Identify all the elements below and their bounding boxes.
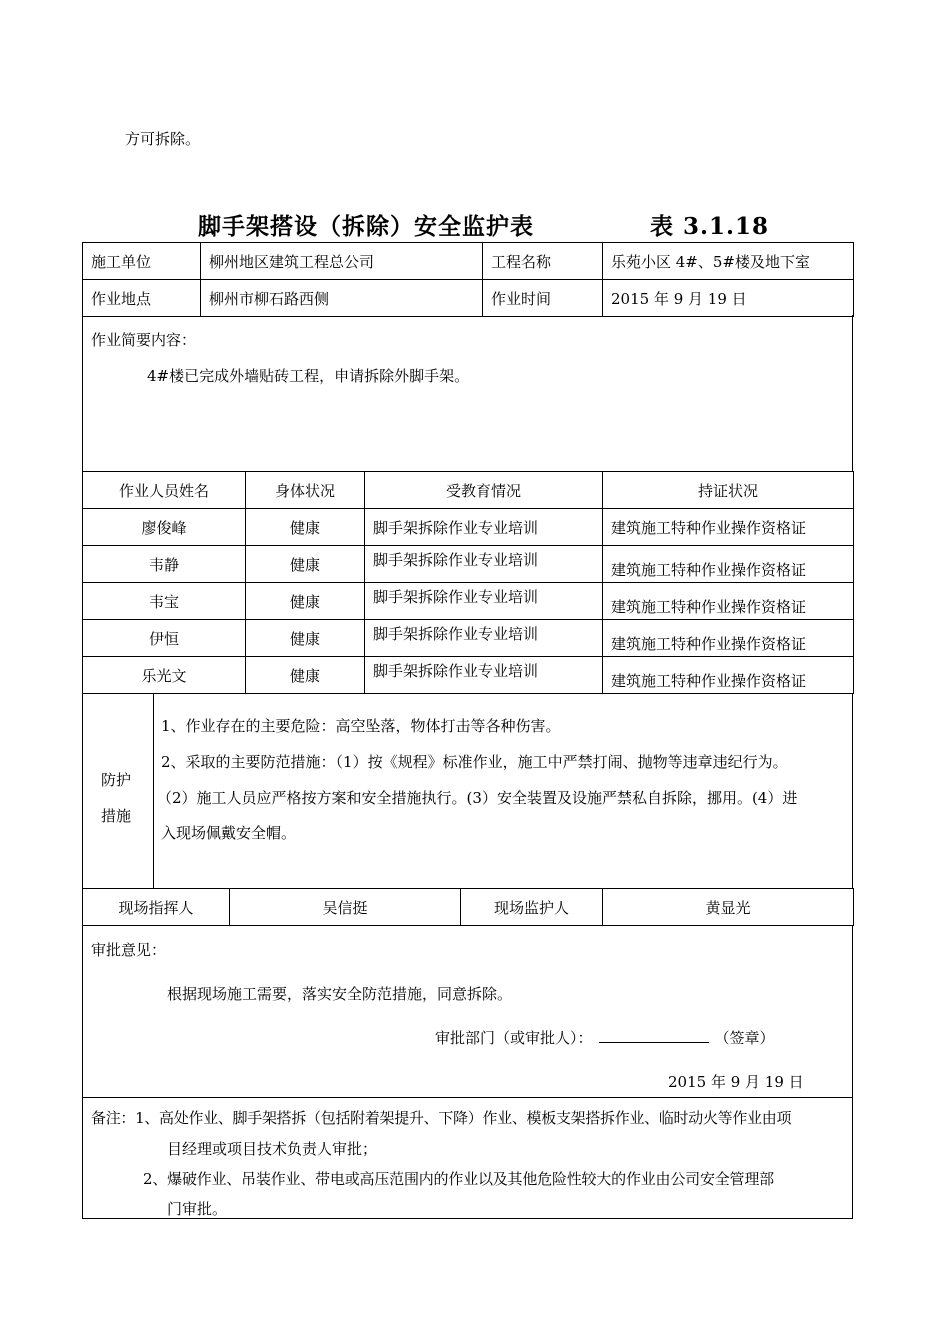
worker-certificate: 建筑施工特种作业操作资格证 — [603, 546, 854, 583]
worker-education: 脚手架拆除作业专业培训 — [365, 509, 603, 546]
notes-line-3: 2、爆破作业、吊装作业、带电或高压范围内的作业以及其他危险性较大的作业由公司安全管理部 — [143, 1170, 774, 1188]
notes-line-2: 目经理或项目技术负责人审批； — [167, 1140, 378, 1158]
worker-name: 韦宝 — [83, 583, 246, 620]
commander-label: 现场指挥人 — [83, 889, 230, 926]
worker-education: 脚手架拆除作业专业培训 — [365, 657, 603, 694]
protection-line-3: （2）施工人员应严格按方案和安全措施执行。(3）安全装置及设施严禁私自拆除，挪用。(4）进 — [157, 789, 798, 807]
header-certificate: 持证状况 — [603, 472, 854, 509]
worker-certificate: 建筑施工特种作业操作资格证 — [603, 657, 854, 694]
form-title-main: 脚手架搭设（拆除）安全监护表 — [198, 213, 534, 240]
unit-value: 柳州地区建筑工程总公司 — [201, 243, 483, 280]
info-table — [82, 242, 854, 317]
protection-line-4: 入现场佩戴安全帽。 — [161, 824, 297, 842]
protection-line-1: 1、作业存在的主要危险：高空坠落，物体打击等各种伤害。 — [161, 717, 561, 735]
worker-education: 脚手架拆除作业专业培训 — [365, 583, 603, 620]
approval-signature-line — [435, 1027, 775, 1048]
supervisors-table — [82, 888, 854, 926]
form-code: 表 3.1.18 — [650, 213, 770, 240]
monitor-label: 现场监护人 — [461, 889, 603, 926]
header-education: 受教育情况 — [365, 472, 603, 509]
protection-section — [82, 693, 853, 889]
project-value: 乐苑小区 4#、5#楼及地下室 — [603, 243, 854, 280]
approval-section — [82, 925, 853, 1098]
content-section — [82, 315, 853, 472]
approval-sign: （签章） — [714, 1029, 775, 1047]
workers-table — [82, 471, 854, 694]
commander-value: 吴信挺 — [230, 889, 461, 926]
worker-name: 廖俊峰 — [83, 509, 246, 546]
protection-label-1: 防护 — [101, 771, 132, 789]
monitor-value: 黄显光 — [603, 889, 854, 926]
worker-certificate: 建筑施工特种作业操作资格证 — [603, 583, 854, 620]
protection-line-2: 2、采取的主要防范措施：（1）按《规程》标准作业，施工中严禁打闹、抛物等违章违纪行为。 — [161, 753, 788, 771]
content-text: 4#楼已完成外墙贴砖工程，申请拆除外脚手架。 — [147, 367, 470, 385]
protection-label-cell — [83, 693, 154, 888]
worker-health: 健康 — [246, 509, 365, 546]
notes-line-4: 门审批。 — [167, 1200, 228, 1218]
approval-date: 2015 年 9 月 19 日 — [668, 1073, 804, 1091]
approval-label: 审批意见： — [91, 941, 167, 959]
worker-certificate: 建筑施工特种作业操作资格证 — [603, 620, 854, 657]
worker-education: 脚手架拆除作业专业培训 — [365, 620, 603, 657]
previous-page-text: 方可拆除。 — [125, 130, 201, 148]
table-row — [83, 583, 854, 620]
workers-header-row — [83, 472, 854, 509]
header-name: 作业人员姓名 — [83, 472, 246, 509]
location-value: 柳州市柳石路西侧 — [201, 280, 483, 317]
table-row — [83, 509, 854, 546]
signature-blank — [599, 1028, 709, 1043]
worker-health: 健康 — [246, 546, 365, 583]
notes-section — [82, 1097, 853, 1219]
worker-health: 健康 — [246, 583, 365, 620]
time-value: 2015 年 9 月 19 日 — [603, 280, 854, 317]
worker-health: 健康 — [246, 657, 365, 694]
worker-health: 健康 — [246, 620, 365, 657]
worker-name: 韦静 — [83, 546, 246, 583]
table-row — [83, 657, 854, 694]
table-row — [83, 620, 854, 657]
notes-line-1: 备注：1、高处作业、脚手架搭拆（包括附着架提升、下降）作业、模板支架搭拆作业、临时动火等作业由项 — [91, 1109, 792, 1127]
unit-label: 施工单位 — [83, 243, 201, 280]
worker-name: 乐光文 — [83, 657, 246, 694]
protection-label-2: 措施 — [101, 807, 132, 825]
content-label: 作业简要内容： — [91, 331, 197, 349]
worker-name: 伊恒 — [83, 620, 246, 657]
worker-certificate: 建筑施工特种作业操作资格证 — [603, 509, 854, 546]
worker-education: 脚手架拆除作业专业培训 — [365, 546, 603, 583]
approval-dept-label: 审批部门（或审批人）： — [435, 1029, 593, 1047]
approval-text: 根据现场施工需要，落实安全防范措施，同意拆除。 — [167, 985, 513, 1003]
header-health: 身体状况 — [246, 472, 365, 509]
table-row — [83, 546, 854, 583]
project-label: 工程名称 — [483, 243, 603, 280]
location-label: 作业地点 — [83, 280, 201, 317]
time-label: 作业时间 — [483, 280, 603, 317]
